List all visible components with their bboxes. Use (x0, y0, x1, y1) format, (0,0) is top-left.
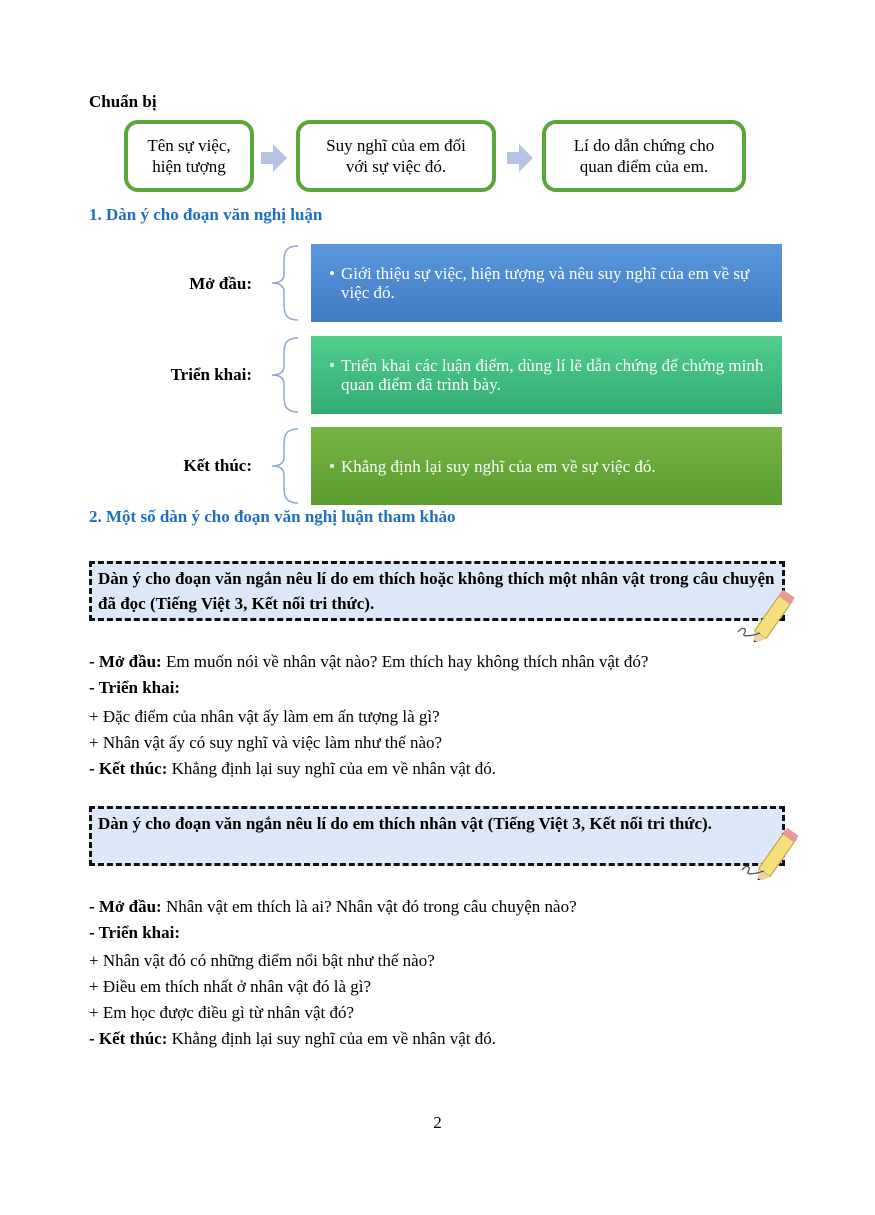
right-arrow-icon (261, 144, 287, 172)
outline-b-item-1: + Nhân vật đó có những điểm nổi bật như thế nào? (89, 951, 435, 970)
close-label: - Kết thúc: (89, 759, 168, 778)
prep-step-1-line1: Tên sự việc, (147, 136, 231, 155)
outline-b-item-2: + Điều em thích nhất ở nhân vật đó là gì? (89, 977, 372, 996)
outline-label-open: Mở đầu: (189, 274, 252, 293)
pencil-icon (736, 586, 806, 642)
open-label: - Mở đầu: (89, 897, 162, 916)
close-text: Khẳng định lại suy nghĩ của em về nhân vật đó. (167, 759, 496, 778)
outline-b-close (89, 1029, 496, 1049)
left-brace-icon (268, 427, 300, 505)
bullet: • (329, 456, 335, 476)
outline-a-item-2: + Nhân vật ấy có suy nghĩ và việc làm như thế nào? (89, 733, 443, 752)
right-arrow-icon (507, 144, 533, 172)
outline-a-item-1: + Đặc điểm của nhân vật ấy làm em ấn tượng là gì? (89, 707, 440, 726)
prep-step-3-line1: Lí do dẫn chứng cho (573, 136, 715, 155)
outline-b-open (89, 897, 577, 917)
prep-step-2-line2: với sự việc đó. (345, 157, 447, 176)
outline-a-body-label: - Triển khai: (89, 678, 180, 697)
close-text: Khẳng định lại suy nghĩ của em về nhân vật đó. (167, 1029, 496, 1048)
outline-text-body: Triển khai các luận điểm, dùng lí lẽ dẫn chứng để chứng minh quan điểm đã trình bày. (340, 356, 764, 394)
left-brace-icon (268, 244, 300, 322)
prep-step-3 (542, 120, 746, 192)
pencil-icon (740, 824, 810, 880)
outline-text-close: Khẳng định lại suy nghĩ của em về sự việc đó. (340, 456, 656, 476)
outline-text-open: Giới thiệu sự việc, hiện tượng và nêu suy nghĩ của em về sự việc đó. (340, 264, 750, 302)
open-text: Nhân vật em thích là ai? Nhân vật đó trong câu chuyện nào? (161, 897, 577, 916)
prep-step-3-line2: quan điểm của em. (579, 157, 709, 176)
outline-b-body-label: - Triển khai: (89, 923, 180, 942)
outline-box-close (311, 427, 782, 505)
prep-step-2 (296, 120, 496, 192)
open-label: - Mở đầu: (89, 652, 162, 671)
left-brace-icon (268, 336, 300, 414)
bullet: • (329, 356, 335, 375)
outline-label-body: Triển khai: (170, 365, 252, 384)
open-text: Em muốn nói về nhân vật nào? Em thích hay không thích nhân vật đó? (161, 652, 649, 671)
outline-label-close: Kết thúc: (183, 456, 252, 475)
prep-step-1-line2: hiện tượng (152, 157, 226, 176)
outline-a-close (89, 759, 496, 779)
prep-title: Chuẩn bị (89, 92, 157, 111)
section2-heading: 2. Một số dàn ý cho đoạn văn nghị luận tham khảo (89, 507, 456, 526)
outline-b-title: Dàn ý cho đoạn văn ngắn nêu lí do em thích nhân vật (Tiếng Việt 3, Kết nối tri thức). (89, 806, 785, 866)
outline-box-body (311, 336, 782, 414)
bullet: • (329, 264, 335, 283)
close-label: - Kết thúc: (89, 1029, 168, 1048)
page-number: 2 (433, 1113, 442, 1132)
outline-box-open (311, 244, 782, 322)
outline-b-item-3: + Em học được điều gì từ nhân vật đó? (89, 1003, 355, 1022)
section1-heading: 1. Dàn ý cho đoạn văn nghị luận (89, 205, 323, 224)
outline-a-title: Dàn ý cho đoạn văn ngắn nêu lí do em thích hoặc không thích một nhân vật trong câu chuyện đã đọc (Tiếng Việt 3, Kết nối tri thức). (89, 561, 785, 621)
outline-a-open (89, 652, 648, 672)
prep-step-1 (124, 120, 254, 192)
prep-step-2-line1: Suy nghĩ của em đối (326, 136, 466, 155)
